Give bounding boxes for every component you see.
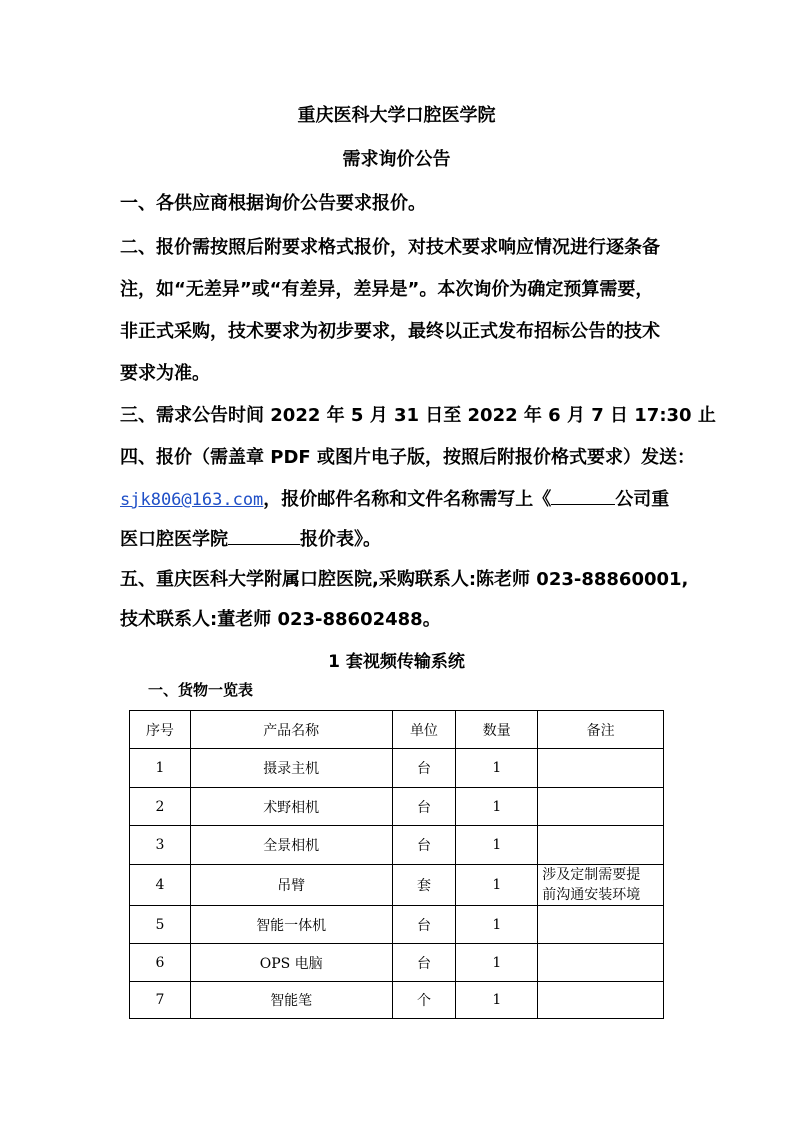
cell-note [538,865,664,906]
cell-note [538,944,664,982]
cell-unit: 台 [392,749,456,788]
paragraph-4-line-2-end: 公司重 [615,489,670,510]
cell-qty: 1 [456,749,538,788]
cell-name: 摄录主机 [190,749,392,788]
blank-project-name [228,526,300,545]
email-link[interactable]: sjk806@163.com [120,490,264,510]
cell-unit: 台 [392,906,456,944]
cell-note [538,749,664,788]
cell-qty: 1 [456,788,538,826]
note-line-2: 前沟通安装环境 [542,887,641,903]
cell-no: 2 [130,788,191,826]
header-cell-no: 序号 [130,711,191,749]
cell-name: 智能笔 [190,982,392,1019]
paragraph-2-line-4: 要求为准。 [120,363,210,384]
paragraph-4-line-3-end: 报价表》。 [300,529,381,550]
table-header-row [130,711,664,749]
paragraph-4-line-2 [120,486,680,512]
cell-name: 全景相机 [190,826,392,865]
cell-note [538,982,664,1019]
cell-name: 智能一体机 [190,906,392,944]
cell-qty: 1 [456,906,538,944]
cell-name: 吊臂 [190,865,392,906]
cell-qty: 1 [456,865,538,906]
system-title: 1 套视频传输系统 [328,652,465,672]
cell-no: 7 [130,982,191,1019]
paragraph-2-line-1: 二、报价需按照后附要求格式报价，对技术要求响应情况进行逐条备 [120,237,660,258]
header-cell-unit: 单位 [392,711,456,749]
table-row [130,826,664,865]
table-row [130,788,664,826]
paragraph-5-line-1: 五、重庆医科大学附属口腔医院,采购联系人:陈老师 023-88860001, [120,569,689,590]
table-row [130,865,664,906]
page-title: 重庆医科大学口腔医学院 [297,105,496,126]
note-line-1: 涉及定制需要提 [542,867,641,883]
table-row [130,982,664,1019]
paragraph-3: 三、需求公告时间 2022 年 5 月 31 日至 2022 年 6 月 7 日 17:30 止 [120,405,716,426]
cell-note [538,826,664,865]
blank-company-name [551,486,615,505]
cell-qty: 1 [456,944,538,982]
header-cell-name: 产品名称 [190,711,392,749]
cell-no: 6 [130,944,191,982]
paragraph-2-line-3: 非正式采购，技术要求为初步要求，最终以正式发布招标公告的技术 [120,321,660,342]
section-title: 一、货物一览表 [148,681,254,699]
cell-no: 1 [130,749,191,788]
paragraph-5-line-2: 技术联系人:董老师 023-88602488。 [120,609,441,630]
header-cell-qty: 数量 [456,711,538,749]
cell-no: 4 [130,865,191,906]
cell-unit: 个 [392,982,456,1019]
cell-unit: 台 [392,826,456,865]
cell-unit: 套 [392,865,456,906]
goods-table [129,710,664,1019]
table-row [130,906,664,944]
cell-name: 术野相机 [190,788,392,826]
cell-name: OPS 电脑 [190,944,392,982]
cell-qty: 1 [456,826,538,865]
table-row [130,749,664,788]
paragraph-4-line-3-start: 医口腔医学院 [120,529,228,550]
cell-no: 5 [130,906,191,944]
page-subtitle: 需求询价公告 [342,149,451,170]
paragraph-1: 一、各供应商根据询价公告要求报价。 [120,193,426,214]
cell-note [538,788,664,826]
header-cell-note: 备注 [538,711,664,749]
paragraph-2-line-2: 注，如“无差异”或“有差异，差异是”。本次询价为确定预算需要， [120,279,654,300]
cell-note [538,906,664,944]
paragraph-4-line-1: 四、报价（需盖章 PDF 或图片电子版，按照后附报价格式要求）发送： [120,447,695,468]
cell-unit: 台 [392,944,456,982]
table-row [130,944,664,982]
cell-unit: 台 [392,788,456,826]
paragraph-4-line-2-text: ，报价邮件名称和文件名称需写上《 [263,489,552,510]
cell-no: 3 [130,826,191,865]
cell-qty: 1 [456,982,538,1019]
paragraph-4-line-3 [120,526,680,552]
